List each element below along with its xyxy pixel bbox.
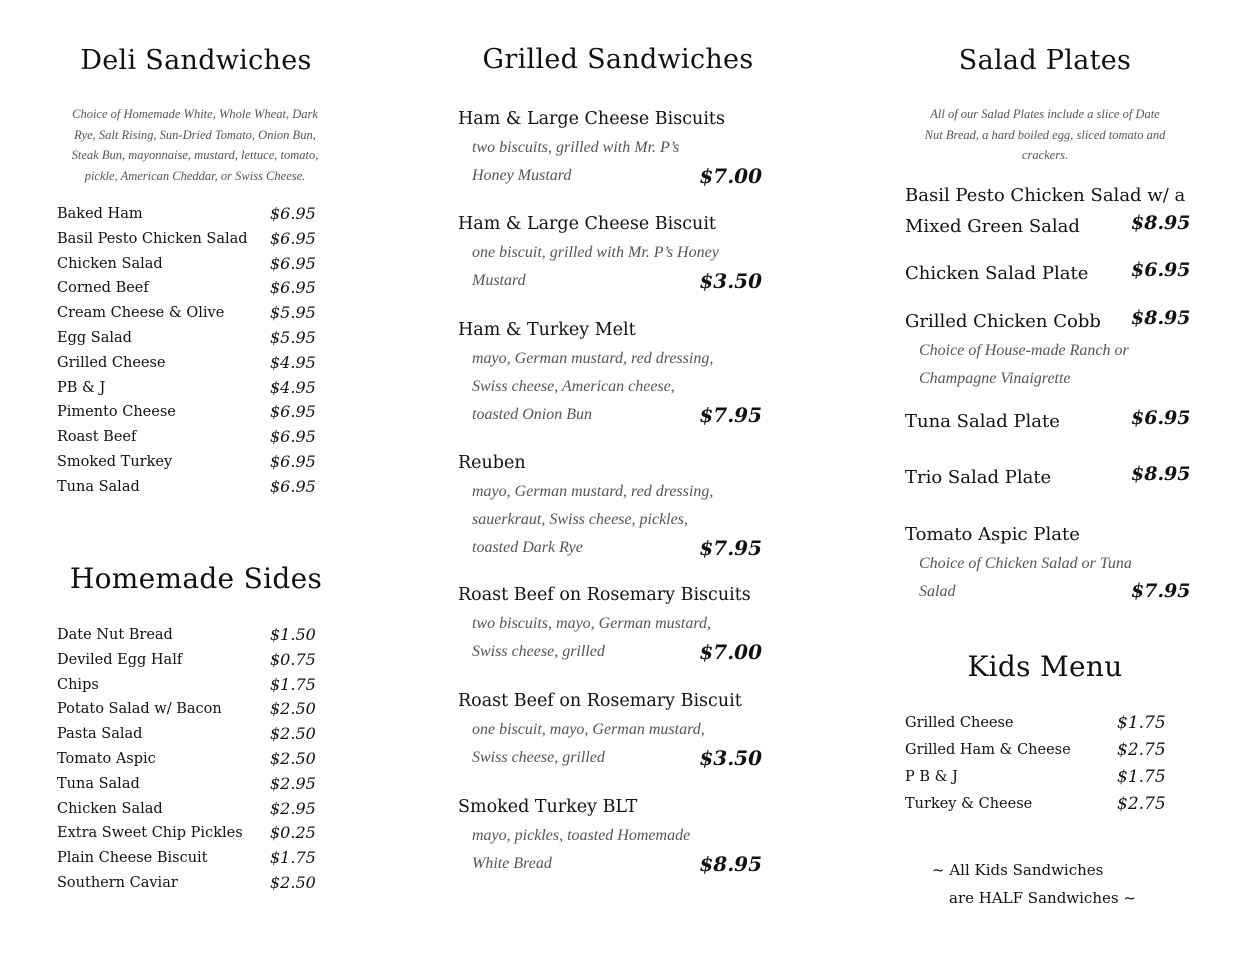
salad-plate-name: Tomato Aspic Plate bbox=[905, 524, 1080, 545]
menu-item-row bbox=[57, 722, 327, 747]
item-name: Tuna Salad bbox=[57, 775, 140, 792]
menu-item-row bbox=[905, 710, 1185, 737]
salad-plate-item bbox=[905, 306, 1205, 393]
grilled-item-price: $7.00 bbox=[699, 164, 762, 188]
menu-item-row bbox=[57, 797, 327, 822]
item-price: $6.95 bbox=[270, 476, 316, 496]
item-name: Roast Beef bbox=[57, 429, 137, 446]
grilled-item-desc-line: two biscuits, mayo, German mustard, bbox=[472, 615, 711, 632]
deli-intro-line: Rye, Salt Rising, Sun-Dried Tomato, Onion Bun, bbox=[74, 127, 316, 142]
menu-item-row bbox=[905, 737, 1185, 764]
grilled-item-price: $7.95 bbox=[699, 403, 762, 427]
menu-item-row bbox=[57, 846, 327, 871]
deli-intro-line: Choice of Homemade White, Whole Wheat, Dark bbox=[72, 107, 318, 121]
grilled-item-desc-line: one biscuit, grilled with Mr. P’s Honey bbox=[472, 244, 719, 261]
grilled-item-price: $7.00 bbox=[699, 640, 762, 664]
salad-plate-price: $6.95 bbox=[1131, 407, 1191, 429]
item-name: Chips bbox=[57, 676, 99, 693]
salad-plate-price: $6.95 bbox=[1131, 259, 1191, 281]
item-price: $1.75 bbox=[1117, 713, 1166, 733]
item-price: $1.75 bbox=[1117, 767, 1166, 787]
salads-title: Salad Plates bbox=[958, 45, 1132, 76]
salad-plate-desc: Salad bbox=[919, 583, 956, 600]
menu-item-row bbox=[57, 772, 327, 797]
grilled-item-name: Ham & Large Cheese Biscuit bbox=[458, 214, 716, 234]
item-name: Chicken Salad bbox=[57, 255, 163, 272]
salad-plate-name: Basil Pesto Chicken Salad w/ a bbox=[905, 185, 1186, 206]
item-price: $4.95 bbox=[270, 377, 316, 397]
menu-item-row bbox=[57, 276, 327, 301]
item-name: Tuna Salad bbox=[57, 478, 140, 495]
grilled-item-desc-line: mayo, German mustard, red dressing, bbox=[472, 483, 714, 500]
item-price: $2.50 bbox=[270, 699, 316, 719]
item-name: Grilled Cheese bbox=[905, 715, 1014, 731]
salad-plate-desc: Choice of Chicken Salad or Tuna bbox=[919, 555, 1132, 572]
grilled-item-desc-line: one biscuit, mayo, German mustard, bbox=[472, 721, 705, 738]
item-price: $6.95 bbox=[270, 204, 316, 223]
salad-plate-price: $8.95 bbox=[1131, 463, 1191, 485]
grilled-item-name: Smoked Turkey BLT bbox=[458, 797, 638, 817]
grilled-item-price: $7.95 bbox=[699, 536, 762, 560]
grilled-item bbox=[458, 209, 778, 295]
item-name: Pimento Cheese bbox=[57, 404, 176, 421]
item-price: $6.95 bbox=[270, 402, 316, 422]
salad-plate-price: $8.95 bbox=[1131, 212, 1191, 234]
grilled-item-desc bbox=[458, 239, 778, 295]
menu-item-row bbox=[57, 252, 327, 277]
grilled-item-desc-line: mayo, pickles, toasted Homemade bbox=[472, 827, 691, 844]
menu-item-row bbox=[57, 326, 327, 351]
salad-plate-item bbox=[905, 180, 1205, 242]
grilled-item bbox=[458, 448, 778, 562]
grilled-item-desc bbox=[458, 610, 778, 666]
grilled-item-desc-line: Honey Mustard bbox=[472, 167, 572, 184]
grilled-item-desc-line: White Bread bbox=[472, 855, 552, 872]
menu-item-row bbox=[57, 376, 327, 401]
item-price: $2.95 bbox=[270, 798, 316, 818]
grilled-item-desc bbox=[458, 478, 778, 562]
grilled-item-name: Roast Beef on Rosemary Biscuits bbox=[458, 585, 751, 605]
grilled-item-desc-line: mayo, German mustard, red dressing, bbox=[472, 350, 714, 367]
grilled-item-desc-line: Swiss cheese, grilled bbox=[472, 643, 605, 660]
grilled-item-desc-line: toasted Onion Bun bbox=[472, 406, 592, 423]
grilled-item bbox=[458, 792, 778, 878]
menu-item-row bbox=[57, 648, 327, 673]
salad-plate-name: Grilled Chicken Cobb bbox=[905, 311, 1101, 332]
item-name: Turkey & Cheese bbox=[905, 796, 1033, 812]
grilled-item-name: Roast Beef on Rosemary Biscuit bbox=[458, 691, 742, 711]
item-price: $6.95 bbox=[270, 228, 316, 248]
grilled-item-desc-line: two biscuits, grilled with Mr. P’s bbox=[472, 139, 680, 156]
item-name: Chicken Salad bbox=[57, 800, 163, 817]
salads-intro bbox=[895, 104, 1195, 166]
item-price: $4.95 bbox=[270, 352, 316, 372]
item-name: P B & J bbox=[905, 769, 958, 785]
item-price: $5.95 bbox=[270, 327, 316, 347]
menu-item-row bbox=[57, 400, 327, 425]
menu-item-row bbox=[57, 673, 327, 698]
item-name: Baked Ham bbox=[57, 206, 143, 222]
item-price: $5.95 bbox=[270, 303, 316, 323]
item-price: $2.50 bbox=[270, 748, 316, 768]
salad-plate-item bbox=[905, 462, 1205, 493]
grilled-item-desc-line: Swiss cheese, grilled bbox=[472, 749, 605, 766]
deli-intro bbox=[30, 104, 360, 186]
item-price: $1.50 bbox=[270, 625, 316, 644]
deli-item-list bbox=[57, 202, 327, 500]
item-name: Cream Cheese & Olive bbox=[57, 305, 225, 322]
salad-plate-name: Trio Salad Plate bbox=[905, 467, 1052, 488]
grilled-item-desc bbox=[458, 822, 778, 878]
salad-plate-price: $7.95 bbox=[1131, 580, 1191, 602]
deli-title: Deli Sandwiches bbox=[80, 45, 312, 76]
item-price: $2.50 bbox=[270, 872, 316, 892]
item-price: $2.75 bbox=[1117, 794, 1166, 814]
kids-title: Kids Menu bbox=[967, 650, 1123, 683]
menu-item-row bbox=[57, 871, 327, 896]
salad-plate-desc: Choice of House-made Ranch or bbox=[919, 342, 1129, 359]
deli-intro-line: Steak Bun, mayonnaise, mustard, lettuce, tomato, bbox=[71, 148, 319, 162]
grilled-item bbox=[458, 580, 778, 666]
menu-item-row bbox=[905, 791, 1185, 818]
item-price: $2.50 bbox=[270, 724, 316, 744]
item-name: Tomato Aspic bbox=[57, 750, 156, 767]
menu-item-row bbox=[57, 351, 327, 376]
item-price: $0.25 bbox=[270, 823, 316, 843]
item-price: $6.95 bbox=[270, 253, 316, 273]
menu-item-row bbox=[57, 450, 327, 475]
menu-item-row bbox=[905, 764, 1185, 791]
menu-item-row bbox=[57, 425, 327, 450]
grilled-item-desc bbox=[458, 716, 778, 772]
item-price: $6.95 bbox=[270, 451, 316, 471]
salads-intro-line: Nut Bread, a hard boiled egg, sliced tomato and bbox=[924, 127, 1166, 142]
grilled-item-desc-line: Swiss cheese, American cheese, bbox=[472, 378, 675, 395]
menu-item-row bbox=[57, 202, 327, 227]
kids-note bbox=[932, 856, 1136, 912]
menu-item-row bbox=[57, 301, 327, 326]
grilled-item-price: $3.50 bbox=[699, 746, 762, 770]
item-price: $2.75 bbox=[1117, 740, 1166, 760]
salads-intro-line: All of our Salad Plates include a slice of Date bbox=[930, 107, 1160, 121]
item-name: Potato Salad w/ Bacon bbox=[57, 701, 222, 718]
grilled-item bbox=[458, 686, 778, 772]
kids-note-line: ~ All Kids Sandwiches bbox=[932, 861, 1104, 879]
salad-plate-item bbox=[905, 258, 1205, 289]
item-name: Grilled Cheese bbox=[57, 354, 166, 371]
grilled-item bbox=[458, 104, 778, 190]
salad-plate-name: Chicken Salad Plate bbox=[905, 263, 1089, 284]
item-name: Basil Pesto Chicken Salad bbox=[57, 230, 248, 247]
item-name: Corned Beef bbox=[57, 280, 149, 297]
item-price: $0.75 bbox=[270, 649, 316, 669]
item-name: Plain Cheese Biscuit bbox=[57, 850, 208, 867]
salad-plate-name: Tuna Salad Plate bbox=[905, 411, 1060, 432]
item-price: $1.75 bbox=[270, 848, 316, 868]
item-price: $1.75 bbox=[270, 674, 316, 694]
menu-item-row bbox=[57, 697, 327, 722]
item-price: $6.95 bbox=[270, 427, 316, 447]
kids-note-line: are HALF Sandwiches ~ bbox=[949, 889, 1136, 907]
item-name: Grilled Ham & Cheese bbox=[905, 742, 1071, 758]
item-name: PB & J bbox=[57, 379, 106, 396]
grilled-item-desc-line: toasted Dark Rye bbox=[472, 539, 583, 556]
item-name: Smoked Turkey bbox=[57, 453, 173, 470]
grilled-item-desc bbox=[458, 345, 778, 429]
item-name: Egg Salad bbox=[57, 329, 132, 346]
grilled-item-desc bbox=[458, 134, 778, 190]
menu-item-row bbox=[57, 475, 327, 500]
item-name: Southern Caviar bbox=[57, 874, 178, 891]
grilled-item bbox=[458, 315, 778, 429]
item-name: Date Nut Bread bbox=[57, 627, 173, 643]
menu-item-row bbox=[57, 623, 327, 648]
salad-plate-item bbox=[905, 406, 1205, 437]
salads-intro-line: crackers. bbox=[1021, 148, 1069, 162]
item-name: Pasta Salad bbox=[57, 726, 143, 743]
sides-item-list bbox=[57, 623, 327, 896]
menu-item-row bbox=[57, 747, 327, 772]
salad-plate-desc: Champagne Vinaigrette bbox=[919, 370, 1071, 387]
salad-plate-item bbox=[905, 519, 1205, 606]
grilled-item-name: Ham & Turkey Melt bbox=[458, 320, 636, 340]
grilled-title: Grilled Sandwiches bbox=[482, 44, 754, 75]
menu-item-row bbox=[57, 227, 327, 252]
grilled-item-name: Reuben bbox=[458, 453, 526, 473]
menu-item-row bbox=[57, 821, 327, 846]
grilled-item-desc-line: sauerkraut, Swiss cheese, pickles, bbox=[472, 511, 688, 528]
deli-intro-line: pickle, American Cheddar, or Swiss Cheese. bbox=[84, 168, 306, 183]
kids-item-list bbox=[905, 710, 1185, 818]
grilled-item-desc-line: Mustard bbox=[472, 272, 526, 289]
salad-plate-price: $8.95 bbox=[1131, 307, 1191, 329]
item-price: $2.95 bbox=[270, 773, 316, 793]
grilled-item-name: Ham & Large Cheese Biscuits bbox=[458, 109, 725, 129]
salad-plate-name: Mixed Green Salad bbox=[905, 216, 1080, 237]
grilled-item-price: $8.95 bbox=[699, 852, 762, 876]
sides-title: Homemade Sides bbox=[69, 562, 323, 595]
item-price: $6.95 bbox=[270, 278, 316, 298]
grilled-item-price: $3.50 bbox=[699, 269, 762, 293]
item-name: Extra Sweet Chip Pickles bbox=[57, 825, 243, 842]
item-name: Deviled Egg Half bbox=[57, 651, 183, 668]
